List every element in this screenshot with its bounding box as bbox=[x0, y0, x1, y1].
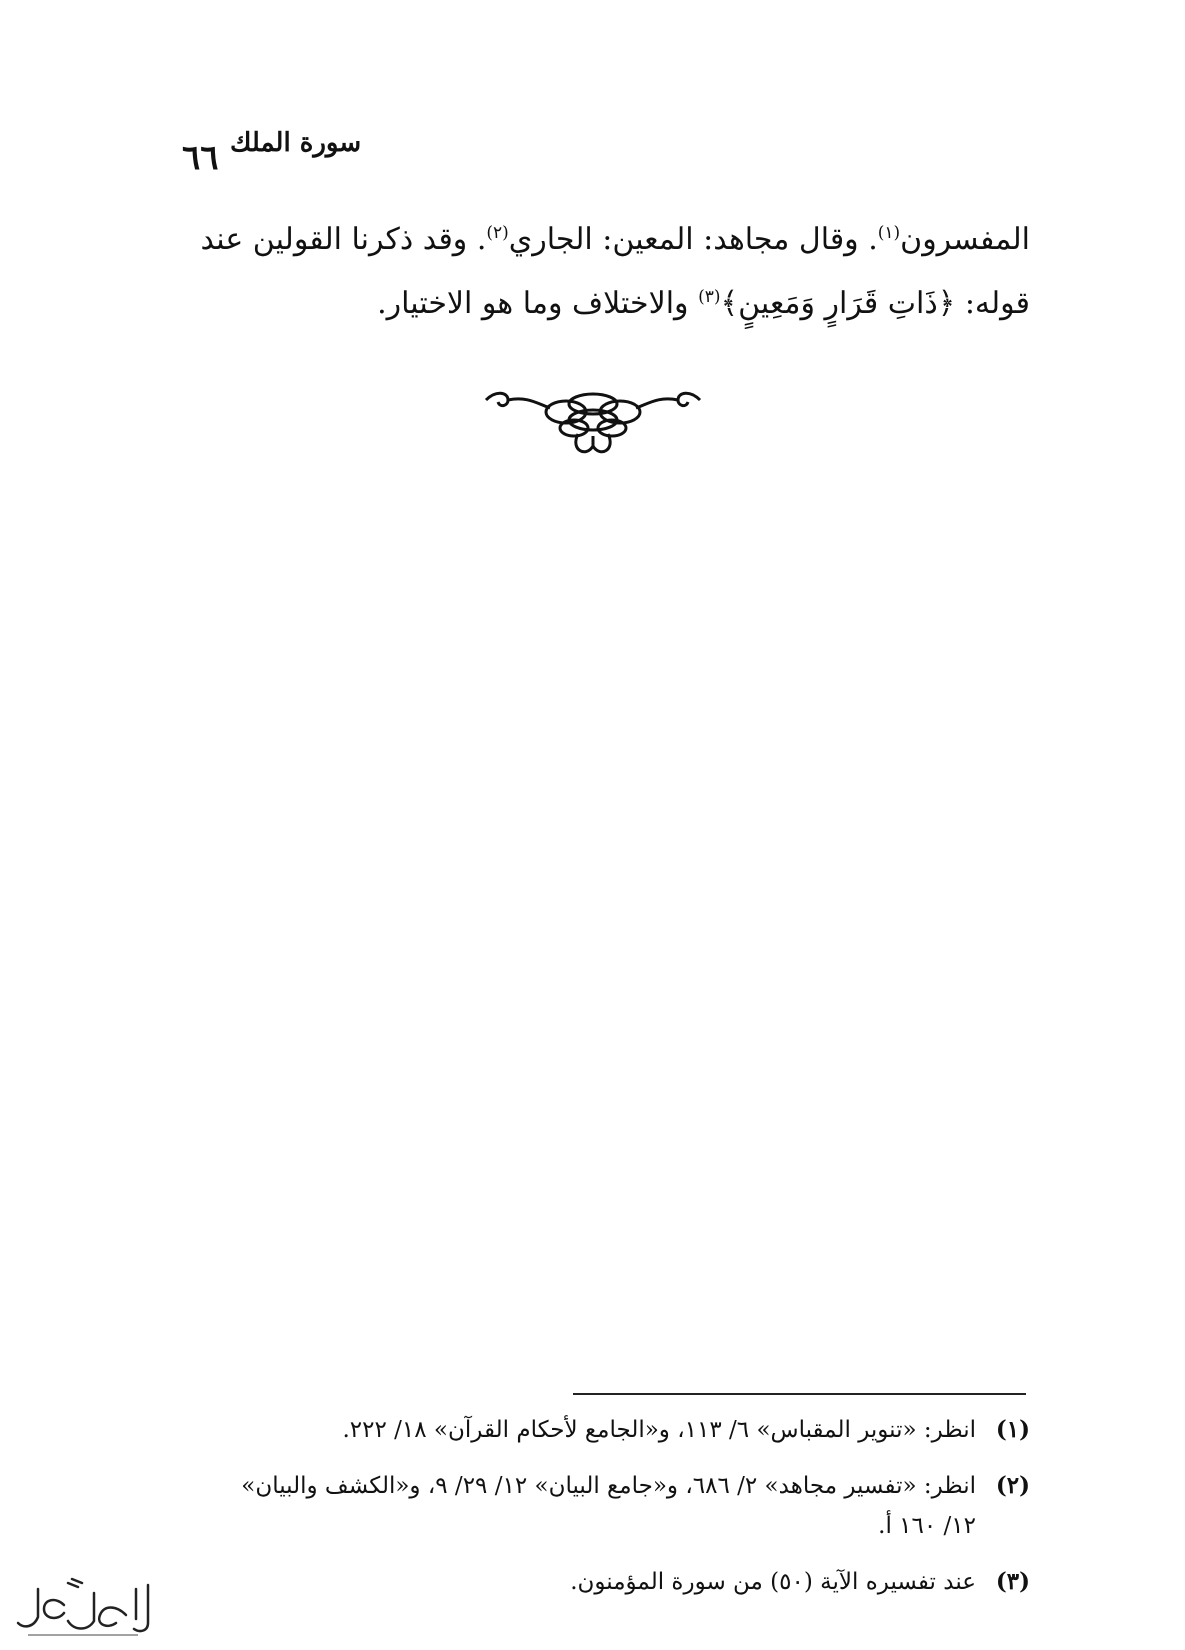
footnote-text bbox=[140, 1466, 976, 1546]
text-line-2 bbox=[140, 272, 1030, 336]
footnotes bbox=[140, 1410, 1030, 1618]
footnote-line: عند تفسيره الآية (٥٠) من سورة المؤمنون. bbox=[570, 1569, 976, 1595]
footnote-number: (٣) bbox=[995, 1568, 1030, 1595]
footnote-ref-1: (١) bbox=[877, 223, 901, 243]
text-segment: قوله: ﴿ذَاتِ قَرَارٍ وَمَعِينٍ﴾ bbox=[720, 286, 1030, 321]
footnote-number: (٢) bbox=[995, 1472, 1030, 1499]
footnote-line: انظر: «تفسير مجاهد» ٢/ ٦٨٦، و«جامع البيان» ١٢/ ٢٩/ ٩، و«الكشف والبيان» bbox=[241, 1473, 976, 1499]
footnote-ref-3: (٣) bbox=[698, 287, 721, 307]
footnote-1 bbox=[140, 1410, 1030, 1450]
calligraphy-stamp-logo bbox=[8, 1575, 158, 1641]
text-segment: . وقد ذكرنا القولين عند bbox=[200, 222, 487, 257]
text-segment: المفسرون bbox=[900, 222, 1030, 257]
footnote-2 bbox=[140, 1466, 1030, 1546]
footnote-ref-2: (٢) bbox=[486, 223, 509, 243]
footnote-text bbox=[140, 1562, 976, 1602]
page-number: ٦٦ bbox=[182, 138, 219, 178]
footnote-text bbox=[140, 1410, 976, 1450]
footnote-line: انظر: «تنوير المقباس» ٦/ ١١٣، و«الجامع لأحكام القرآن» ١٨/ ٢٢٢. bbox=[342, 1417, 976, 1443]
text-segment: والاختلاف وما هو الاختيار. bbox=[377, 286, 699, 321]
running-head: سورة الملك bbox=[230, 128, 362, 158]
main-text bbox=[140, 208, 1030, 336]
footnote-3 bbox=[140, 1562, 1030, 1602]
text-segment: . وقال مجاهد: المعين: الجاري bbox=[508, 222, 878, 257]
footnote-number: (١) bbox=[995, 1416, 1030, 1443]
decorative-knot-ornament-icon bbox=[478, 388, 708, 468]
text-line-1 bbox=[140, 208, 1030, 272]
footnote-divider bbox=[573, 1393, 1026, 1395]
footnote-line: ١٢/ ١٦٠ أ. bbox=[878, 1513, 976, 1539]
